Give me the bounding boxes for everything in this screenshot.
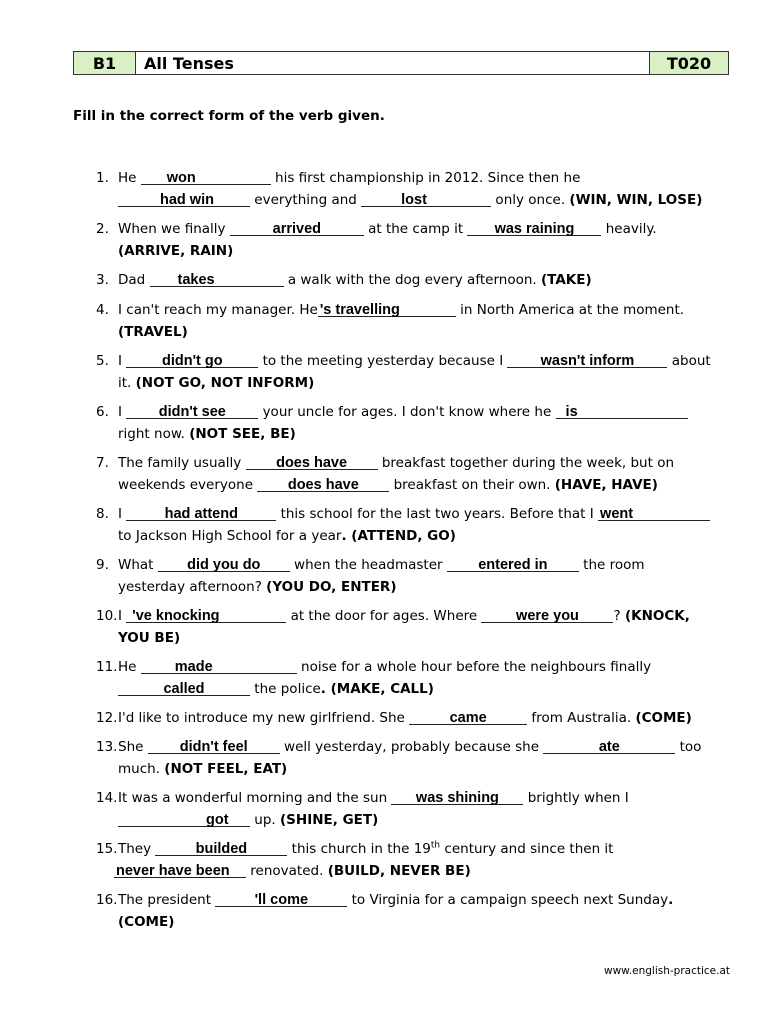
exercise-item-continuation (96, 576, 736, 605)
item-text: I (118, 353, 127, 369)
answer-blank[interactable] (126, 505, 276, 521)
item-text: his first championship in 2012. Since then he (270, 170, 581, 186)
item-text: breakfast together during the week, but on (377, 455, 675, 471)
verb-hint: (MAKE, CALL) (330, 681, 434, 697)
answer-text: won (166, 170, 196, 186)
exercise-item (96, 269, 736, 299)
item-number: 4. (96, 302, 109, 318)
item-text: He (118, 170, 141, 186)
answer-blank[interactable] (467, 220, 601, 236)
item-text: . (668, 892, 674, 908)
item-text: well yesterday, probably because she (279, 739, 544, 755)
verb-hint: (SHINE, GET) (280, 812, 379, 828)
item-text: the police (250, 681, 321, 697)
verb-hint: (ATTEND, GO) (351, 528, 456, 544)
answer-text: were you (516, 608, 579, 624)
item-text: I (118, 404, 127, 420)
item-text: It was a wonderful morning and the sun (118, 790, 392, 806)
answer-blank[interactable] (148, 738, 280, 754)
exercise-item (96, 503, 736, 525)
answer-text: didn't feel (179, 739, 248, 755)
exercise-item (96, 401, 736, 423)
verb-hint: (COME) (118, 914, 175, 930)
item-text: everything and (250, 192, 362, 208)
answer-text: does have (287, 477, 359, 493)
answer-blank[interactable] (246, 454, 378, 470)
item-text: The family usually (118, 455, 246, 471)
answer-blank[interactable] (481, 607, 613, 623)
answer-blank[interactable] (141, 658, 297, 674)
answer-blank[interactable] (126, 352, 258, 368)
verb-hint: (ARRIVE, RAIN) (118, 243, 234, 259)
exercise-item (96, 350, 736, 372)
item-text: renovated. (246, 863, 328, 879)
item-text: century and since then it (440, 841, 614, 857)
answer-blank[interactable] (158, 556, 290, 572)
answer-blank[interactable] (126, 607, 286, 623)
answer-text: entered in (478, 557, 548, 573)
exercise-item-continuation (96, 372, 736, 401)
verb-hint: (BUILD, NEVER BE) (327, 863, 471, 879)
exercise-item (96, 299, 736, 321)
exercise-item-continuation (96, 860, 736, 889)
answer-text: got (206, 812, 229, 828)
item-number: 6. (96, 404, 109, 420)
item-text: They (118, 841, 156, 857)
item-number: 3. (96, 272, 109, 288)
answer-blank[interactable] (447, 556, 579, 572)
verb-hint: (NOT SEE, BE) (189, 426, 296, 442)
item-number: 14. (96, 790, 118, 806)
item-text: from Australia. (527, 710, 636, 726)
answer-blank[interactable] (215, 891, 347, 907)
item-text: ? (613, 608, 625, 624)
exercise-item (96, 167, 736, 189)
answer-text: is (565, 404, 578, 420)
exercise-item (96, 218, 736, 240)
item-text: . (341, 528, 352, 544)
item-text: a walk with the dog every afternoon. (283, 272, 541, 288)
item-text: . (320, 681, 331, 697)
item-text: What (118, 557, 158, 573)
footer-url: www.english-practice.at (603, 965, 730, 977)
item-text: too (675, 739, 702, 755)
exercise-item-continuation (96, 474, 736, 503)
item-text: up. (250, 812, 280, 828)
item-text: I can't reach my manager. He (118, 302, 318, 318)
answer-text: had win (160, 192, 214, 208)
verb-hint: (KNOCK, (624, 608, 690, 624)
answer-blank[interactable] (318, 301, 456, 317)
item-text: Dad (118, 272, 150, 288)
answer-text: had attend (164, 506, 238, 522)
instruction: Fill in the correct form of the verb given. (73, 108, 385, 124)
answer-blank[interactable] (507, 352, 667, 368)
answer-text: 's travelling (319, 302, 400, 318)
answer-blank[interactable] (543, 738, 675, 754)
item-number: 8. (96, 506, 109, 522)
answer-blank[interactable] (118, 191, 250, 207)
code-cell: T020 (666, 53, 712, 73)
exercise-item-continuation (96, 189, 736, 218)
answer-text: 'll come (254, 892, 309, 908)
exercise-item (96, 605, 736, 627)
item-text: about (667, 353, 711, 369)
answer-text: did you do (187, 557, 261, 573)
level-cell: B1 (74, 52, 136, 74)
exercise-item (96, 838, 736, 860)
answer-blank[interactable] (126, 403, 258, 419)
item-text: The president (118, 892, 216, 908)
verb-hint: YOU BE) (118, 630, 181, 646)
item-number: 16. (96, 892, 118, 908)
answer-blank[interactable] (141, 169, 271, 185)
item-text: this church in the 19 (287, 841, 431, 857)
answer-blank[interactable] (118, 680, 250, 696)
answer-blank[interactable] (118, 811, 250, 827)
exercise-item-continuation (96, 525, 736, 554)
item-text: at the camp it (363, 221, 468, 237)
exercise-item-continuation (96, 678, 736, 707)
exercise-item (96, 736, 736, 758)
answer-text: made (174, 659, 213, 675)
answer-text: was raining (494, 221, 575, 237)
answer-blank[interactable] (150, 271, 284, 287)
item-text: heavily. (601, 221, 657, 237)
answer-text: didn't see (158, 404, 226, 420)
answer-text: didn't go (161, 353, 223, 369)
answer-text: called (163, 681, 205, 697)
answer-blank[interactable] (230, 220, 364, 236)
answer-text: arrived (272, 221, 321, 237)
answer-text: 've knocking (132, 608, 220, 624)
item-text: in North America at the moment. (455, 302, 685, 318)
answer-blank[interactable] (409, 709, 527, 725)
answer-text: went (600, 506, 634, 522)
answer-text: wasn't inform (540, 353, 635, 369)
verb-hint: (TAKE) (540, 272, 592, 288)
item-text: weekends everyone (118, 477, 258, 493)
item-number: 11. (96, 659, 118, 675)
exercise-item-continuation (96, 809, 736, 838)
item-number: 9. (96, 557, 109, 573)
item-text: She (118, 739, 148, 755)
answer-text: ate (598, 739, 620, 755)
header-table (73, 51, 729, 75)
item-number: 2. (96, 221, 109, 237)
item-text: only once. (491, 192, 570, 208)
verb-hint: (YOU DO, ENTER) (266, 579, 397, 595)
item-text: right now. (118, 426, 190, 442)
answer-text: was shining (415, 790, 499, 806)
exercise-item (96, 707, 736, 736)
answer-blank[interactable] (556, 403, 688, 419)
item-text: I (118, 608, 127, 624)
verb-hint: (HAVE, HAVE) (554, 477, 658, 493)
answer-blank[interactable] (361, 191, 491, 207)
answer-text: came (449, 710, 487, 726)
exercise-item-continuation (96, 758, 736, 787)
item-text: much. (118, 761, 165, 777)
exercise-item-continuation (96, 321, 736, 350)
exercise-item (96, 787, 736, 809)
verb-hint: (NOT GO, NOT INFORM) (135, 375, 315, 391)
item-number: 5. (96, 353, 109, 369)
exercise-item (96, 554, 736, 576)
item-text: brightly when I (523, 790, 629, 806)
answer-text: lost (401, 192, 427, 208)
answer-blank[interactable] (114, 862, 246, 878)
item-text: He (118, 659, 141, 675)
verb-hint: (NOT FEEL, EAT) (164, 761, 288, 777)
verb-hint: (WIN, WIN, LOSE) (569, 192, 703, 208)
answer-blank[interactable] (391, 789, 523, 805)
item-text: your uncle for ages. I don't know where he (258, 404, 556, 420)
item-number: 10. (96, 608, 118, 624)
item-text: I'd like to introduce my new girlfriend. She (118, 710, 410, 726)
item-text: noise for a whole hour before the neighbours finally (296, 659, 652, 675)
exercise-item (96, 452, 736, 474)
item-text: to Jackson High School for a year (118, 528, 342, 544)
answer-text: takes (177, 272, 215, 288)
item-number: 15. (96, 841, 118, 857)
exercise-item-continuation (96, 911, 736, 933)
item-number: 1. (96, 170, 109, 186)
exercise-item-continuation (96, 423, 736, 452)
item-number: 13. (96, 739, 118, 755)
answer-blank[interactable] (155, 840, 287, 856)
item-text: When we finally (118, 221, 230, 237)
item-text: it. (118, 375, 136, 391)
answer-text: builded (195, 841, 248, 857)
verb-hint: (COME) (635, 710, 692, 726)
item-number: 12. (96, 710, 118, 726)
item-text: to the meeting yesterday because I (258, 353, 508, 369)
superscript-th: th (430, 840, 441, 851)
verb-hint: (TRAVEL) (118, 324, 188, 340)
item-text: at the door for ages. Where (286, 608, 482, 624)
answer-text: never have been (116, 863, 230, 879)
item-text: to Virginia for a campaign speech next Sunday (347, 892, 669, 908)
exercise-item-continuation (96, 240, 736, 269)
exercise-item (96, 656, 736, 678)
item-text: breakfast on their own. (389, 477, 555, 493)
item-text: I (118, 506, 127, 522)
answer-text: does have (276, 455, 348, 471)
item-text: this school for the last two years. Before that I (276, 506, 599, 522)
answer-blank[interactable] (598, 505, 710, 521)
exercise-item-continuation (96, 627, 736, 656)
answer-blank[interactable] (257, 476, 389, 492)
exercise-item (96, 889, 736, 911)
title-cell: All Tenses (136, 52, 650, 74)
item-text: yesterday afternoon? (118, 579, 267, 595)
item-text: when the headmaster (289, 557, 447, 573)
item-text: the room (578, 557, 645, 573)
exercise-list (96, 167, 736, 933)
item-number: 7. (96, 455, 109, 471)
